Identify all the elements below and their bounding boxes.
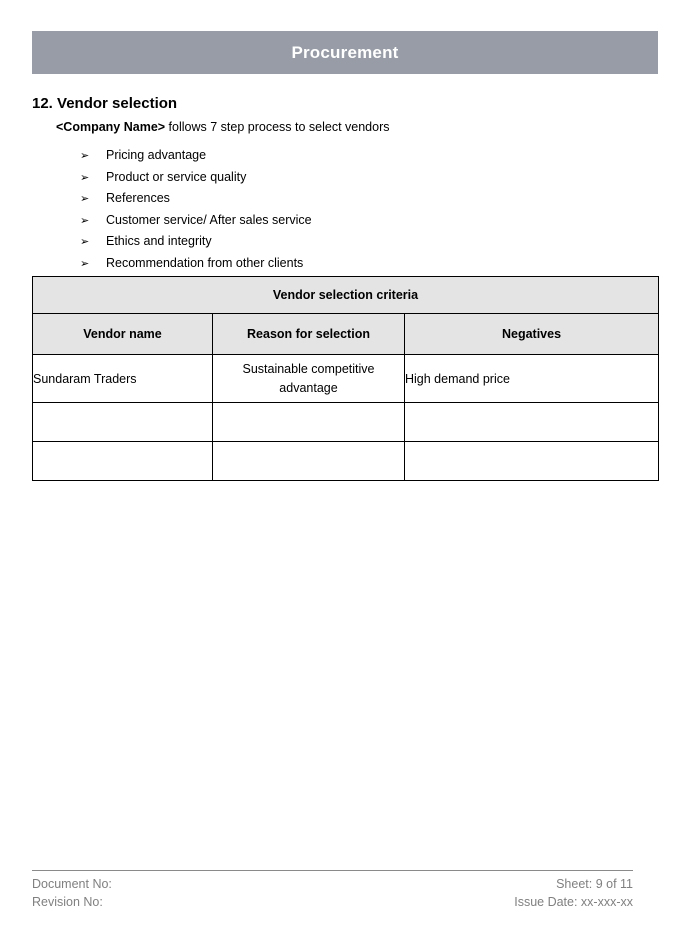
section-intro-text (56, 120, 390, 134)
list-item-label: References (106, 191, 170, 205)
cell-reason (213, 403, 405, 442)
list-item (80, 256, 560, 278)
table-header-row (33, 314, 659, 355)
arrow-bullet-icon: ➢ (80, 214, 90, 227)
arrow-bullet-icon: ➢ (80, 257, 90, 270)
footer-revision-no-label: Revision No: (32, 895, 103, 909)
footer-row-document (32, 877, 633, 895)
cell-negatives: High demand price (405, 355, 659, 403)
column-header-reason: Reason for selection (213, 314, 405, 355)
cell-negatives (405, 403, 659, 442)
footer-row-revision (32, 895, 633, 913)
footer-document-no-label: Document No: (32, 877, 112, 891)
arrow-bullet-icon: ➢ (80, 236, 90, 248)
company-name-placeholder: <Company Name> (56, 120, 166, 134)
section-heading: 12. Vendor selection (32, 95, 178, 112)
list-item (80, 148, 560, 170)
list-item (80, 191, 560, 213)
table-row (33, 355, 659, 403)
list-item (80, 213, 560, 235)
column-header-vendor-name: Vendor name (33, 314, 213, 355)
list-item-label: Ethics and integrity (106, 234, 212, 248)
page-header-title: Procurement (291, 42, 399, 62)
list-item (80, 170, 560, 192)
cell-vendor-name: Sundaram Traders (33, 355, 213, 403)
list-item-label: Recommendation from other clients (106, 255, 304, 270)
footer-sheet-label: Sheet: 9 of 11 (556, 877, 633, 891)
cell-negatives (405, 442, 659, 481)
arrow-bullet-icon: ➢ (80, 193, 90, 205)
table-row (33, 403, 659, 442)
arrow-bullet-icon: ➢ (80, 150, 90, 162)
list-item-label: Customer service/ After sales service (106, 212, 312, 227)
page-footer (32, 870, 633, 913)
list-item (80, 234, 560, 256)
list-item-label: Pricing advantage (106, 148, 207, 162)
table-title-row (33, 277, 659, 314)
table-row (33, 442, 659, 481)
footer-issue-date-label: Issue Date: xx-xxx-xx (514, 895, 633, 909)
arrow-bullet-icon: ➢ (80, 171, 90, 184)
section-intro-rest: follows 7 step process to select vendors (165, 120, 390, 134)
cell-reason (213, 442, 405, 481)
cell-vendor-name (33, 403, 213, 442)
column-header-negatives: Negatives (405, 314, 659, 355)
list-item-label: Product or service quality (106, 169, 247, 184)
cell-vendor-name (33, 442, 213, 481)
cell-reason: Sustainable competitive advantage (213, 355, 405, 403)
vendor-selection-table (32, 276, 659, 481)
vendor-criteria-list (80, 148, 560, 277)
page-header-banner (32, 31, 658, 74)
table-title-cell: Vendor selection criteria (33, 277, 659, 314)
